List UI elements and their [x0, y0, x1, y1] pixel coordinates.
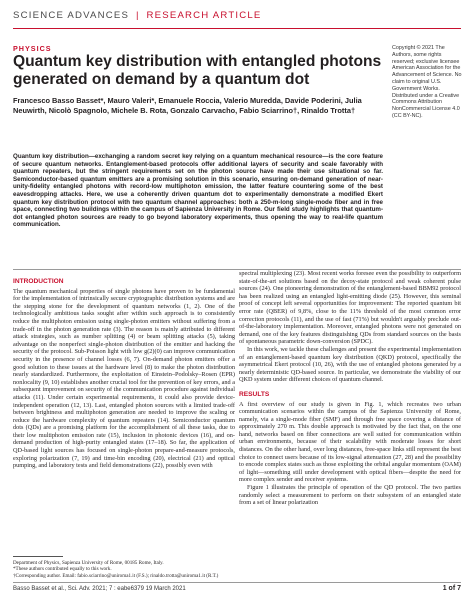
left-column [13, 270, 235, 470]
footnotes [13, 560, 235, 579]
page-number: 1 of 7 [442, 585, 461, 592]
author-list: Francesco Basso Basset*, Mauro Valeri*, Emanuele Roccia, Valerio Muredda, Davide Poderini, Julia Neuwirth, Nicolò Spagnolo, Michele B. Rota, Gonzalo Carvacho, Fabio Sciarrino†, Rinaldo Trotta† [13, 96, 362, 115]
copyright-notice: Copyright © 2021 The Authors, some rights reserved; exclusive licensee American Association for the Advancement of Science. No claim to original U.S. Government Works. Distributed under a Creative Commons Attribution NonCommercial License 4.0 (CC BY-NC). [392, 45, 462, 119]
affiliation-note: Department of Physics, Sapienza University of Rome, 00185 Rome, Italy. [13, 560, 164, 566]
introduction-text: The quantum mechanical properties of single photons have proven to be fundamental for the implementation of intrinsically secure cryptographic distribution systems and are the stepping stone for the development of quantum networks (1, 2). One of the technologically ambitious tasks sought after within such approach is to consistently reduce the multiphoton emission using single-photon emitters without suffering from a trade-off in the photon generation rate (3). The reason is mainly attributed to different attack strategies, such as number splitting (4) or beam splitting attacks (5), taking advantage on the nonperfect single-photon distribution of the emitter and hacking the security of the protocol. Sub-Poisson light with low g(2)(0) can improve communication security in the presence of channel losses (6, 7). On-demand photon emitters offer a good solution to these issues at the hardware level (8) to make the photon distribution nearly standardized. Furthermore, the exploitation of Einstein–Podolsky–Rosen (EPR) nonlocality (9, 10) establishes another crucial tool for the prevention of key errors, and a subsequent improvement on security of the communication procedure against individual attacks (11). Under certain experimental requirements, it could also provide device-independent operation (12, 13). Last, entangled photon sources with a limited trade-off between brightness and multiphoton generation are needed to improve the scaling or reduce the hardware complexity of quantum repeaters (14). Semiconductor quantum dots (QDs) are a promising platform for the accomplishment of all these tasks, due to their low multiphoton emission rate (15), inclusion in photonic devices (16), and on-demand production of high-purity entangled states (17–18). So far, the application of QD-based light sources has focused on single-photon prepare-and-measure protocols, exploring polarization (7, 19) and time-bin encoding (20), electrical (21) and optical pumping, and laboratory tests and field demonstrations (22), possibly even with [13, 287, 235, 470]
corresponding-author-note: †Corresponding author. Email: fabio.sciarrino@uniroma1.it (F.S.); rinaldo.trotta@uniroma1.it (R.T.) [13, 572, 219, 579]
results-heading: RESULTS [239, 390, 270, 398]
results-text-continued: Figure 1 illustrates the principle of operation of the QD protocol. The two parties randomly select a measurement to perform on their subsystem of an entangled state from a set of linear polarization [239, 484, 461, 507]
footnote-rule [13, 556, 63, 557]
article-type: RESEARCH ARTICLE [146, 10, 262, 21]
article-title: Quantum key distribution with entangled photons generated on demand by a quantum dot [13, 53, 382, 88]
journal-name: SCIENCE ADVANCES [13, 10, 130, 21]
header-rule [13, 28, 461, 29]
abstract: Quantum key distribution—exchanging a random secret key relying on a quantum mechanical resource—is the core feature of secure quantum networks. Entanglement-based protocols offer additional layers of security and scale favorably with quantum repeaters, but the stringent requirements set on the photon source have made their use situational so far. Semiconductor-based quantum emitters are a promising solution in this scenario, ensuring on-demand generation of near-unity-fidelity entangled photons with record-low multiphoton emission, the latter feature countering some of the best eavesdropping attacks. Here, we use a coherently driven quantum dot to experimentally demonstrate a modified Ekert quantum key distribution protocol with two quantum channel approaches: both a 250-m-long single-mode fiber and in free space, connecting two buildings within the campus of Sapienza University in Rome. Our field study highlights that quantum-dot entangled photon sources are ready to go beyond laboratory experiments, thus opening the way to real-life quantum communication. [13, 153, 383, 229]
results-text: A first overview of our study is given in Fig. 1, which recreates two urban communication scenarios within the campus of the Sapienza University of Rome, namely, via a single-mode fiber (SMF) and through free space covering a distance of approximately 270 m. This double approach is motivated by the fact that, on the one hand, networks based on fiber connections are well suited for communication within urban environments, because of their scalability with moderate losses for short distances. On the other hand, over long distances, free-space links still represent the best choice to connect users because of its low-signal attenuation (27, 28) and the possibility to encode complex states such as those exploiting the orbital angular momentum (OAM) of light—something still under development with optical fibers—despite the need for more complex sender and receiver systems. [239, 400, 461, 484]
header-separator: | [135, 10, 140, 21]
work-paragraph: In this work, we tackle these challenges and present the experimental implementation of an entanglement-based quantum key distribution (QKD) protocol, specifically the asymmetrical Ekert protocol (10, 26), with the use of entangled photons generated by a nearly deterministic QD-based source. In particular, we demonstrate the viability of our QKD system under different choices of quantum channel. [239, 345, 461, 384]
introduction-heading: INTRODUCTION [13, 278, 64, 285]
footer-rule [13, 582, 461, 583]
journal-header [13, 10, 262, 21]
section-label: PHYSICS [13, 44, 52, 53]
footer-citation: Basso Basset et al., Sci. Adv. 2021; 7 : eabe6379 19 March 2021 [13, 586, 186, 592]
equal-contribution-note: *These authors contributed equally to this work. [13, 566, 112, 573]
right-column [239, 270, 461, 507]
continuation-text: spectral multiplexing (23). Most recent works foresee even the possibility to outperform state-of-the-art solutions based on the decoy-state protocol and weak coherent pulse sources (24). One pioneering demonstration of the entanglement-based BBM92 protocol has been realized using an entangled light-emitting diode (25). However, this seminal proof of concept left several opportunities for improvement: The reported quantum bit error rate (QBER) of 9,8%, close to the 11% threshold of the most common error correction protocols (11), and the use of fast (71%) but wouldn't arguably preclude out-of-the-laboratory implementation. Moreover, entangled photons were not generated on demand, one of the key features distinguishing QDs from standard sources on the basis of spontaneous parametric down-conversion (SPDC). [239, 270, 461, 346]
